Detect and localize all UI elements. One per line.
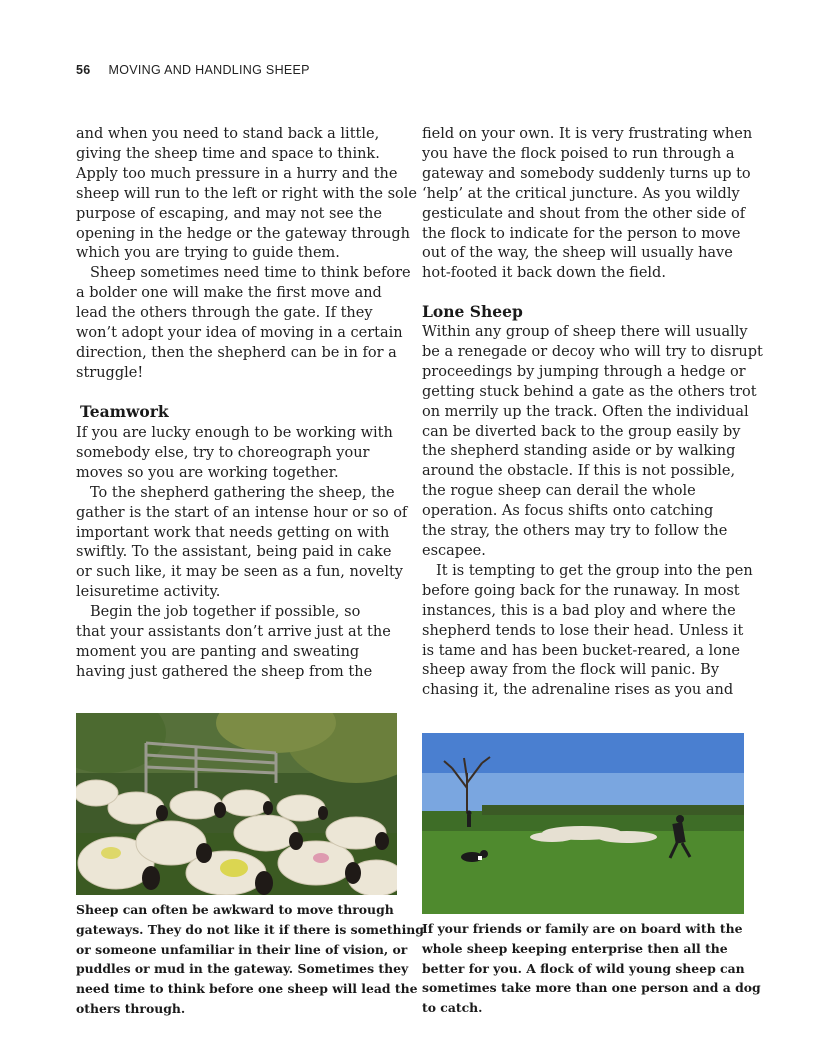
text-line: hot-footed it back down the field. xyxy=(422,265,666,282)
text-line: having just gathered the sheep from the xyxy=(76,663,373,680)
text-line: ‘help’ at the critical juncture. As you wildly xyxy=(422,185,740,202)
running-header xyxy=(76,63,310,77)
text-line: shepherd tends to lose their head. Unless it xyxy=(422,622,744,639)
text-line: moment you are panting and sweating xyxy=(76,643,360,660)
text-line: giving the sheep time and space to think. xyxy=(76,145,380,162)
section-heading-teamwork: Teamwork xyxy=(80,402,169,421)
text-line: somebody else, try to choreograph your xyxy=(76,444,370,461)
text-line: gesticulate and shout from the other side of xyxy=(422,205,746,222)
photo-flock-in-field xyxy=(422,733,744,914)
caption-line: to catch. xyxy=(422,1000,483,1016)
text-line: won’t adopt your idea of moving in a certain xyxy=(76,325,403,342)
caption-line: or someone unfamiliar in their line of vision, or xyxy=(76,941,408,957)
text-line: can be diverted back to the group easily by xyxy=(422,423,741,440)
paragraph xyxy=(76,603,410,683)
text-line: sheep away from the flock will panic. By xyxy=(422,662,720,679)
text-line: be a renegade or decoy who will try to disrupt xyxy=(422,343,763,360)
caption-line: If your friends or family are on board with the xyxy=(422,921,743,936)
left-column xyxy=(76,125,417,384)
text-line: If you are lucky enough to be working with xyxy=(76,425,393,441)
paragraph xyxy=(76,264,410,383)
text-line: out of the way, the sheep will usually have xyxy=(422,245,733,262)
paragraph xyxy=(422,562,752,701)
caption-line: whole sheep keeping enterprise then all the xyxy=(422,940,728,956)
paragraph xyxy=(422,323,763,562)
text-line: proceedings by jumping through a hedge or xyxy=(422,363,746,380)
text-line: is tame and has been bucket-reared, a lone xyxy=(422,642,740,659)
text-line: the stray, the others may try to follow the xyxy=(422,523,728,540)
text-line: instances, this is a bad ploy and where the xyxy=(422,602,736,619)
text-line: important work that needs getting on with xyxy=(76,524,390,541)
text-line: direction, then the shepherd can be in for a xyxy=(76,344,397,361)
text-line: on merrily up the track. Often the individual xyxy=(422,403,749,420)
right-column-lower xyxy=(422,323,763,701)
text-line: which you are trying to guide them. xyxy=(76,245,340,262)
text-line: Within any group of sheep there will usually xyxy=(422,324,748,340)
text-line: swiftly. To the assistant, being paid in cake xyxy=(76,544,392,561)
text-line: It is tempting to get the group into the pen xyxy=(436,562,753,579)
text-line: a bolder one will make the first move and xyxy=(76,285,382,302)
paragraph xyxy=(76,424,410,484)
text-line: struggle! xyxy=(76,364,144,381)
text-line: Sheep sometimes need time to think before xyxy=(90,265,411,282)
caption-left xyxy=(76,900,424,1019)
paragraph xyxy=(422,125,752,284)
text-line: or such like, it may be seen as a fun, novelty xyxy=(76,564,403,581)
text-line: opening in the hedge or the gateway through xyxy=(76,225,411,242)
text-line: the rogue sheep can derail the whole xyxy=(422,483,696,500)
text-line: leisuretime activity. xyxy=(76,584,221,601)
section-title: MOVING AND HANDLING SHEEP xyxy=(108,63,310,77)
paragraph xyxy=(76,125,417,264)
text-line: before going back for the runaway. In most xyxy=(422,582,740,599)
text-line: purpose of escaping, and may not see the xyxy=(76,205,382,222)
section-heading-lone-sheep: Lone Sheep xyxy=(422,302,523,321)
caption-line: Sheep can often be awkward to move through xyxy=(76,902,394,917)
text-line: around the obstacle. If this is not possible, xyxy=(422,463,736,480)
caption-line: better for you. A flock of wild young sheep can xyxy=(422,960,745,976)
photo-sheep-at-gateway xyxy=(76,713,397,895)
text-line: getting stuck behind a gate as the others trot xyxy=(422,383,757,400)
text-line: sheep will run to the left or right with the sole xyxy=(76,185,417,202)
text-line: operation. As focus shifts onto catching xyxy=(422,503,714,520)
caption-line: sometimes take more than one person and a dog xyxy=(422,980,761,996)
text-line: gateway and somebody suddenly turns up to xyxy=(422,165,751,182)
right-column xyxy=(422,125,752,284)
text-line: the flock to indicate for the person to move xyxy=(422,225,741,242)
text-line: that your assistants don’t arrive just at the xyxy=(76,624,391,641)
text-line: Begin the job together if possible, so xyxy=(90,604,361,621)
text-line: escapee. xyxy=(422,542,486,559)
text-line: you have the flock poised to run through a xyxy=(422,145,735,162)
text-line: gather is the start of an intense hour or so of xyxy=(76,504,408,521)
text-line: field on your own. It is very frustrating when xyxy=(422,126,753,142)
text-line: moves so you are working together. xyxy=(76,464,339,481)
caption-line: gateways. They do not like it if there is something xyxy=(76,921,424,937)
left-column-lower xyxy=(76,424,410,683)
text-line: lead the others through the gate. If they xyxy=(76,305,373,322)
caption-line: need time to think before one sheep will lead the xyxy=(76,981,418,997)
text-line: chasing it, the adrenaline rises as you and xyxy=(422,682,734,699)
text-line: the shepherd standing aside or by walking xyxy=(422,443,736,460)
text-line: and when you need to stand back a little, xyxy=(76,126,380,142)
caption-right xyxy=(422,919,761,1018)
text-line: To the shepherd gathering the sheep, the xyxy=(90,484,395,501)
caption-line: others through. xyxy=(76,1000,186,1016)
page-number: 56 xyxy=(76,63,91,77)
text-line: Apply too much pressure in a hurry and the xyxy=(76,165,398,182)
paragraph xyxy=(76,484,410,603)
caption-line: puddles or mud in the gateway. Sometimes they xyxy=(76,961,409,977)
